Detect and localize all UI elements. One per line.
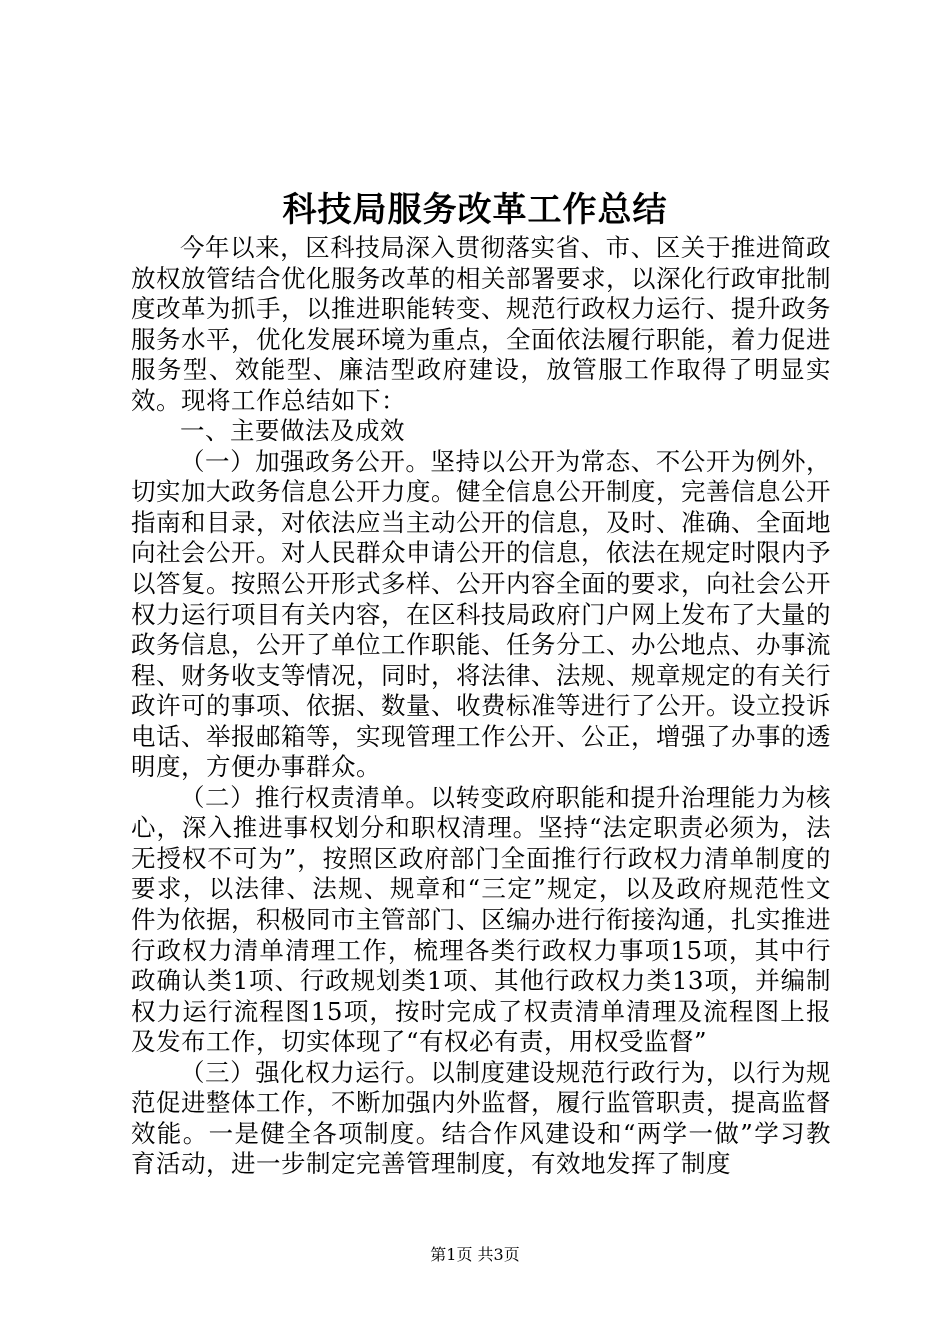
paragraph-section-1: （一）加强政务公开。坚持以公开为常态、不公开为例外，切实加大政务信息公开力度。健全信息公开制度，完善信息公开指南和目录，对依法应当主动公开的信息，及时、准确、全面地向社会公开。对人民群众申请公开的信息，依法在规定时限内予以答复。按照公开形式多样、公开内容全面的要求，向社会公开权力运行项目有关内容，在区科技局政府门户网上发布了大量的政务信息，公开了单位工作职能、任务分工、办公地点、办事流程、财务收支等情况，同时，将法律、法规、规章规定的有关行政许可的事项、依据、数量、收费标准等进行了公开。设立投诉电话、举报邮箱等，实现管理工作公开、公正，增强了办事的透明度，方便办事群众。 <box>131 446 831 782</box>
page-footer: 第1页 共3页 <box>430 1245 520 1264</box>
paragraph-intro: 今年以来，区科技局深入贯彻落实省、市、区关于推进简政放权放管结合优化服务改革的相关部署要求，以深化行政审批制度改革为抓手，以推进职能转变、规范行政权力运行、提升政务服务水平，优化发展环境为重点，全面依法履行职能，着力促进服务型、效能型、廉洁型政府建设，放管服工作取得了明显实效。现将工作总结如下： <box>131 233 831 415</box>
document-title: 科技局服务改革工作总结 <box>282 190 668 230</box>
document-body <box>131 233 831 1180</box>
section-heading: 一、主要做法及成效 <box>180 416 405 446</box>
paragraph-section-3: （三）强化权力运行。以制度建设规范行政行为，以行为规范促进整体工作，不断加强内外监督，履行监管职责，提高监督效能。一是健全各项制度。结合作风建设和“两学一做”学习教育活动，进一步制定完善管理制度，有效地发挥了制度 <box>131 1057 831 1179</box>
paragraph-section-2: （二）推行权责清单。以转变政府职能和提升治理能力为核心，深入推进事权划分和职权清理。坚持“法定职责必须为，法无授权不可为”，按照区政府部门全面推行行政权力清单制度的要求，以法律、法规、规章和“三定”规定，以及政府规范性文件为依据，积极同市主管部门、区编办进行衔接沟通，扎实推进行政权力清单清理工作，梳理各类行政权力事项15项，其中行政确认类1项、行政规划类1项、其他行政权力类13项，并编制权力运行流程图15项，按时完成了权责清单清理及流程图上报及发布工作，切实体现了“有权必有责，用权受监督” <box>131 782 831 1057</box>
